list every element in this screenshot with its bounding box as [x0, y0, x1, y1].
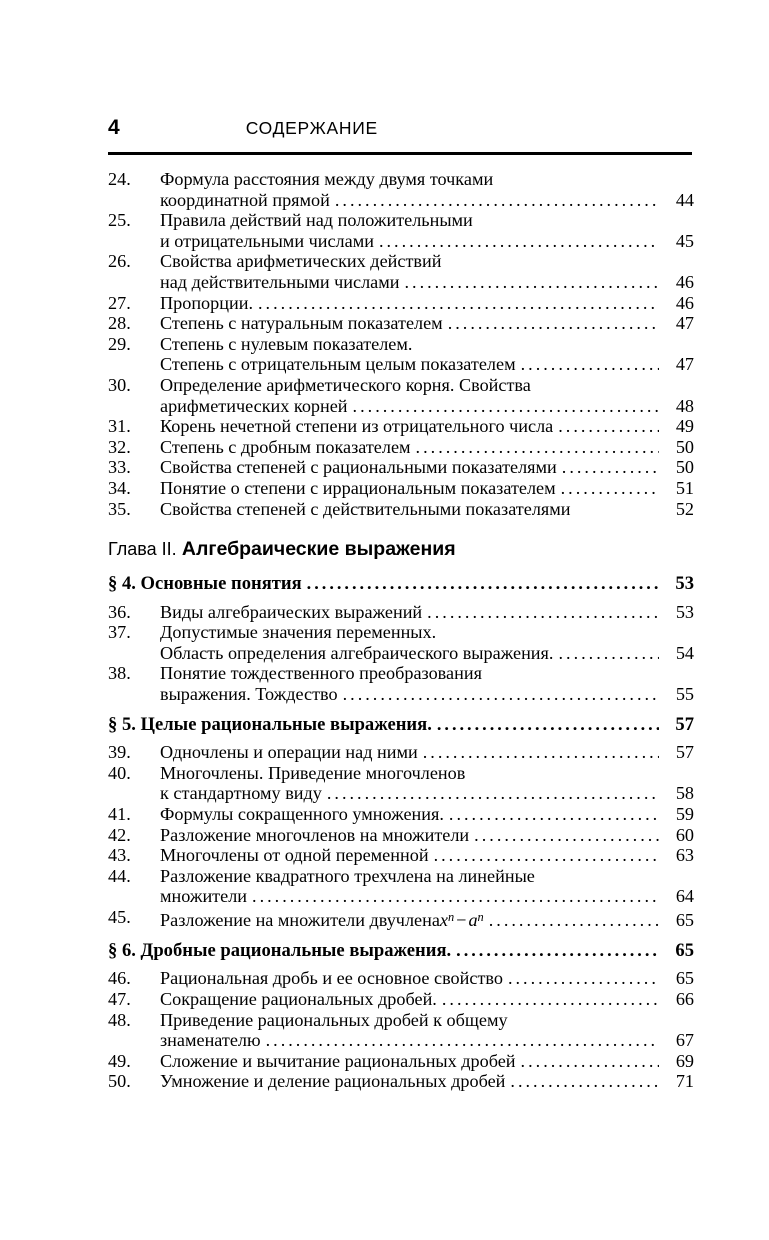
toc-entry-page-number: 55: [675, 684, 694, 705]
toc-entry[interactable]: [108, 169, 694, 210]
toc-entry-page-number: 53: [675, 601, 694, 622]
toc-entry-text: Умножение и деление рациональных дробей: [160, 1071, 506, 1092]
dot-leader: [561, 478, 659, 499]
dot-leader: [562, 457, 659, 478]
toc-entry[interactable]: [108, 313, 694, 334]
toc-entry-body: [160, 313, 694, 334]
toc-entry-text: Степень с отрицательным целым показателем: [160, 354, 516, 375]
toc-entry-body: [160, 742, 694, 763]
toc-entry-number: 45.: [108, 907, 131, 927]
toc-entry-text: Сложение и вычитание рациональных дробей: [160, 1050, 516, 1071]
toc-entry-page-number: 50: [675, 457, 694, 478]
toc-entry-number: 47.: [108, 988, 131, 1009]
toc-entry-body: [160, 457, 694, 478]
section-heading-5[interactable]: [108, 714, 694, 736]
toc-entry[interactable]: [108, 968, 694, 989]
section-page-number: 53: [675, 573, 694, 595]
toc-entry-line: [160, 825, 694, 846]
toc-entry[interactable]: [108, 622, 694, 663]
toc-entry[interactable]: [108, 663, 694, 704]
toc-entry-line: [160, 845, 694, 866]
dot-leader: [327, 783, 659, 804]
toc-entry-body: [160, 866, 694, 907]
toc-entry-line: [160, 763, 694, 784]
toc-entry-page-number: 52: [675, 498, 694, 519]
toc-entry-text: Рациональная дробь и ее основное свойство: [160, 968, 503, 989]
toc-entry-body: [160, 622, 694, 663]
toc-entry-text: Пропорции.: [160, 292, 253, 313]
toc-entry-text: Степень с натуральным показателем: [160, 313, 443, 334]
section-title: § 6. Дробные рациональные выражения.: [108, 939, 452, 961]
toc-entry-line: [160, 643, 694, 664]
toc-entry-line: [160, 396, 694, 417]
dot-leader: [489, 910, 659, 931]
dot-leader: [510, 1071, 659, 1092]
toc-entry-page-number: 64: [675, 886, 694, 907]
toc-entry-line: [160, 169, 694, 190]
toc-entry-body: [160, 334, 694, 375]
toc-entry-body: [160, 845, 694, 866]
chapter-heading: [108, 538, 694, 561]
toc-entry[interactable]: [108, 416, 694, 437]
dot-leader: [416, 437, 659, 458]
toc-entry-line: [160, 866, 694, 887]
dot-leader: [427, 602, 659, 623]
toc-entry-number: 33.: [108, 457, 131, 478]
toc-entry-number: 27.: [108, 292, 131, 313]
toc-entry-page-number: 59: [675, 804, 694, 825]
toc-entry-page-number: 54: [675, 642, 694, 663]
toc-entry-line: [160, 622, 694, 643]
toc-entry-line: [160, 437, 694, 458]
toc-entry-number: 34.: [108, 477, 131, 498]
toc-entry[interactable]: [108, 742, 694, 763]
toc-entry-text: Корень нечетной степени из отрицательного числа: [160, 416, 554, 437]
dot-leader: [258, 293, 659, 314]
dot-leader: [449, 804, 659, 825]
toc-entry-text: Многочлены от одной переменной: [160, 845, 429, 866]
dot-leader: [266, 1030, 659, 1051]
toc-entry-line: [160, 783, 694, 804]
dot-leader: [404, 272, 659, 293]
dot-leader: [307, 573, 659, 594]
toc-entry-page-number: 63: [675, 845, 694, 866]
toc-entry-number: 25.: [108, 210, 131, 231]
toc-entry[interactable]: [108, 478, 694, 499]
toc-entry-page-number: 65: [675, 910, 694, 931]
toc-entry[interactable]: [108, 457, 694, 478]
toc-entry-line: [160, 375, 694, 396]
toc-entry-number: 30.: [108, 374, 131, 395]
toc-entry-body: [160, 602, 694, 623]
dot-leader: [252, 886, 659, 907]
toc-entry-formula: $x^n - a^n$: [439, 910, 484, 931]
toc-entry-body: [160, 1010, 694, 1051]
toc-entry-line: [160, 354, 694, 375]
toc-entry-number: 32.: [108, 436, 131, 457]
toc-entry-text: Многочлены. Приведение многочленов: [160, 762, 466, 783]
toc-list: [108, 169, 694, 1092]
toc-entry-line: [160, 190, 694, 211]
toc-entry-page-number: 46: [675, 271, 694, 292]
toc-entry-page-number: 46: [675, 292, 694, 313]
toc-entry-line: [160, 334, 694, 355]
toc-entry-body: [160, 989, 694, 1010]
toc-entry-page-number: 57: [675, 742, 694, 763]
toc-group-section5: [108, 742, 694, 931]
toc-entry[interactable]: [108, 602, 694, 623]
dot-leader: [508, 968, 659, 989]
toc-entry-page-number: 67: [675, 1030, 694, 1051]
section-heading-4[interactable]: [108, 573, 694, 595]
toc-entry-body: [160, 251, 694, 292]
toc-entry-text: к стандартному виду: [160, 783, 322, 804]
toc-entry-body: [160, 478, 694, 499]
toc-entry-line: [160, 989, 694, 1010]
dot-leader: [423, 742, 659, 763]
toc-entry-text: Область определения алгебраического выражения.: [160, 642, 554, 663]
toc-entry-line: [160, 272, 694, 293]
toc-entry-number: 50.: [108, 1071, 131, 1092]
toc-entry-text: Допустимые значения переменных.: [160, 622, 437, 643]
toc-entry-page-number: 47: [675, 354, 694, 375]
toc-entry-number: 41.: [108, 804, 131, 825]
toc-entry[interactable]: [108, 1010, 694, 1051]
toc-entry-text: Одночлены и операции над ними: [160, 742, 418, 763]
dot-leader: [379, 231, 659, 252]
toc-group-section6: [108, 968, 694, 1092]
toc-entry-text: Разложение многочленов на множители: [160, 824, 470, 845]
toc-entry-line: [160, 968, 694, 989]
toc-entry-text: над действительными числами: [160, 271, 400, 292]
toc-entry-number: 28.: [108, 313, 131, 334]
toc-entry-number: 43.: [108, 845, 131, 866]
toc-entry-text: Формулы сокращенного умножения.: [160, 804, 444, 825]
toc-entry-body: [160, 763, 694, 804]
toc-entry-page-number: 47: [675, 313, 694, 334]
toc-entry-number: 37.: [108, 622, 131, 643]
toc-entry-text: Степень с дробным показателем: [160, 436, 411, 457]
dot-leader: [448, 313, 659, 334]
toc-entry-body: [160, 663, 694, 704]
dot-leader: [343, 684, 659, 705]
dot-leader: [434, 845, 659, 866]
toc-entry-body: [160, 293, 694, 314]
toc-entry-text: Разложение квадратного трехчлена на линейные: [160, 865, 535, 886]
toc-entry[interactable]: [108, 499, 694, 520]
section-title: § 5. Целые рациональные выражения.: [108, 713, 432, 735]
toc-entry-text: Понятие о степени с иррациональным показателем: [160, 477, 556, 498]
dot-leader: [521, 354, 659, 375]
toc-entry-line: [160, 804, 694, 825]
toc-entry-page-number: 69: [675, 1050, 694, 1071]
toc-entry-number: 26.: [108, 251, 131, 272]
toc-entry[interactable]: [108, 763, 694, 804]
toc-entry-number: 36.: [108, 601, 131, 622]
toc-entry-text: знаменателю: [160, 1030, 261, 1051]
toc-entry-text: Сокращение рациональных дробей.: [160, 988, 437, 1009]
dot-leader: [353, 396, 659, 417]
toc-entry-text: Разложение на множители двучлена: [160, 910, 440, 931]
dot-leader: [442, 989, 659, 1010]
section-page-number: 57: [675, 713, 694, 735]
toc-entry-text: Свойства степеней с действительными показателями: [160, 498, 571, 519]
toc-entry-number: 24.: [108, 169, 131, 189]
toc-entry-text: выражения. Тождество: [160, 684, 338, 705]
toc-group-chapter1: [108, 169, 694, 519]
dot-leader: [437, 714, 659, 735]
toc-entry-number: 44.: [108, 865, 131, 886]
toc-entry-body: [160, 437, 694, 458]
toc-entry-line: [160, 602, 694, 623]
toc-entry-text: Формула расстояния между двумя точками: [160, 169, 494, 189]
toc-entry-body: [160, 907, 694, 931]
toc-entry[interactable]: [108, 1051, 694, 1072]
toc-entry-page-number: 66: [675, 988, 694, 1009]
toc-entry-number: 48.: [108, 1009, 131, 1030]
toc-entry-text: Свойства степеней с рациональными показателями: [160, 457, 557, 478]
toc-entry-line: [160, 886, 694, 907]
toc-entry-line: [160, 1071, 694, 1092]
page-title: СОДЕРЖАНИЕ: [245, 118, 378, 138]
running-head: [108, 117, 691, 147]
toc-entry[interactable]: [108, 1071, 694, 1092]
toc-entry[interactable]: [108, 210, 694, 251]
toc-entry-page-number: 50: [675, 436, 694, 457]
toc-entry-body: [160, 499, 694, 520]
toc-entry[interactable]: [108, 375, 694, 416]
toc-entry[interactable]: [108, 293, 694, 314]
chapter-label: Глава II.: [108, 539, 177, 560]
toc-entry-line: [160, 457, 694, 478]
toc-entry-body: [160, 825, 694, 846]
toc-entry[interactable]: [108, 251, 694, 292]
toc-entry[interactable]: [108, 866, 694, 907]
toc-entry-line: [160, 313, 694, 334]
toc-entry-body: [160, 1071, 694, 1092]
toc-entry-body: [160, 968, 694, 989]
toc-entry-page-number: 71: [675, 1071, 694, 1092]
toc-entry-text: и отрицательными числами: [160, 230, 374, 251]
section-page-number: 65: [675, 939, 694, 961]
toc-entry[interactable]: [108, 804, 694, 825]
toc-entry-body: [160, 804, 694, 825]
toc-entry-text: Правила действий над положительными: [160, 210, 473, 231]
toc-entry-line: [160, 416, 694, 437]
toc-entry-text: Определение арифметического корня. Свойства: [160, 374, 531, 395]
toc-entry-text: Понятие тождественного преобразования: [160, 663, 482, 684]
toc-entry-page-number: 48: [675, 395, 694, 416]
toc-entry-page-number: 49: [675, 416, 694, 437]
toc-entry-line: [160, 1030, 694, 1051]
toc-entry-line: [160, 210, 694, 231]
dot-leader: [558, 643, 659, 664]
toc-entry-body: [160, 416, 694, 437]
toc-entry-line: [160, 907, 694, 931]
toc-entry-text: Приведение рациональных дробей к общему: [160, 1009, 508, 1030]
toc-entry-text: арифметических корней: [160, 395, 348, 416]
toc-entry-text: Свойства арифметических действий: [160, 251, 442, 272]
toc-entry-number: 29.: [108, 333, 131, 354]
toc-entry[interactable]: [108, 845, 694, 866]
toc-entry-text: координатной прямой: [160, 189, 330, 210]
toc-entry-line: [160, 231, 694, 252]
toc-entry[interactable]: [108, 989, 694, 1010]
toc-entry-line: [160, 293, 694, 314]
toc-entry-line: [160, 1010, 694, 1031]
toc-entry-line: [160, 478, 694, 499]
toc-entry-number: 40.: [108, 762, 131, 783]
toc-entry-page-number: 58: [675, 783, 694, 804]
toc-entry-number: 31.: [108, 416, 131, 437]
toc-entry-page-number: 60: [675, 824, 694, 845]
toc-entry-text: множители: [160, 886, 248, 907]
toc-entry-page-number: 45: [675, 230, 694, 251]
toc-entry-page-number: 65: [675, 968, 694, 989]
toc-entry-number: 46.: [108, 968, 131, 989]
toc-entry-line: [160, 742, 694, 763]
toc-entry-number: 42.: [108, 824, 131, 845]
toc-entry-body: [160, 169, 694, 210]
toc-entry[interactable]: [108, 334, 694, 375]
toc-entry-body: [160, 375, 694, 416]
page-folio: 4: [108, 116, 120, 139]
toc-entry-text: Виды алгебраических выражений: [160, 601, 423, 622]
toc-entry-body: [160, 1051, 694, 1072]
dot-leader: [474, 825, 659, 846]
toc-entry-page-number: 51: [675, 477, 694, 498]
section-heading-6[interactable]: [108, 940, 694, 962]
toc-entry-line: [160, 684, 694, 705]
toc-entry-line: [160, 499, 694, 520]
section-title: § 4. Основные понятия: [108, 573, 302, 595]
toc-entry-body: [160, 210, 694, 251]
toc-entry-line: [160, 1051, 694, 1072]
dot-leader: [456, 940, 659, 961]
toc-group-section4: [108, 602, 694, 705]
toc-entry-number: 35.: [108, 498, 131, 519]
toc-entry-text: Степень с нулевым показателем.: [160, 333, 413, 354]
dot-leader: [521, 1051, 659, 1072]
toc-entry-line: [160, 251, 694, 272]
header-rule: [108, 152, 692, 155]
toc-entry[interactable]: [108, 437, 694, 458]
toc-entry-page-number: 44: [675, 189, 694, 210]
dot-leader: [335, 190, 659, 211]
toc-entry[interactable]: [108, 907, 694, 931]
dot-leader: [558, 416, 659, 437]
toc-entry[interactable]: [108, 825, 694, 846]
chapter-title: Алгебраические выражения: [181, 538, 456, 561]
toc-entry-line: [160, 663, 694, 684]
toc-entry-number: 38.: [108, 663, 131, 684]
toc-entry-number: 49.: [108, 1050, 131, 1071]
toc-entry-number: 39.: [108, 742, 131, 763]
